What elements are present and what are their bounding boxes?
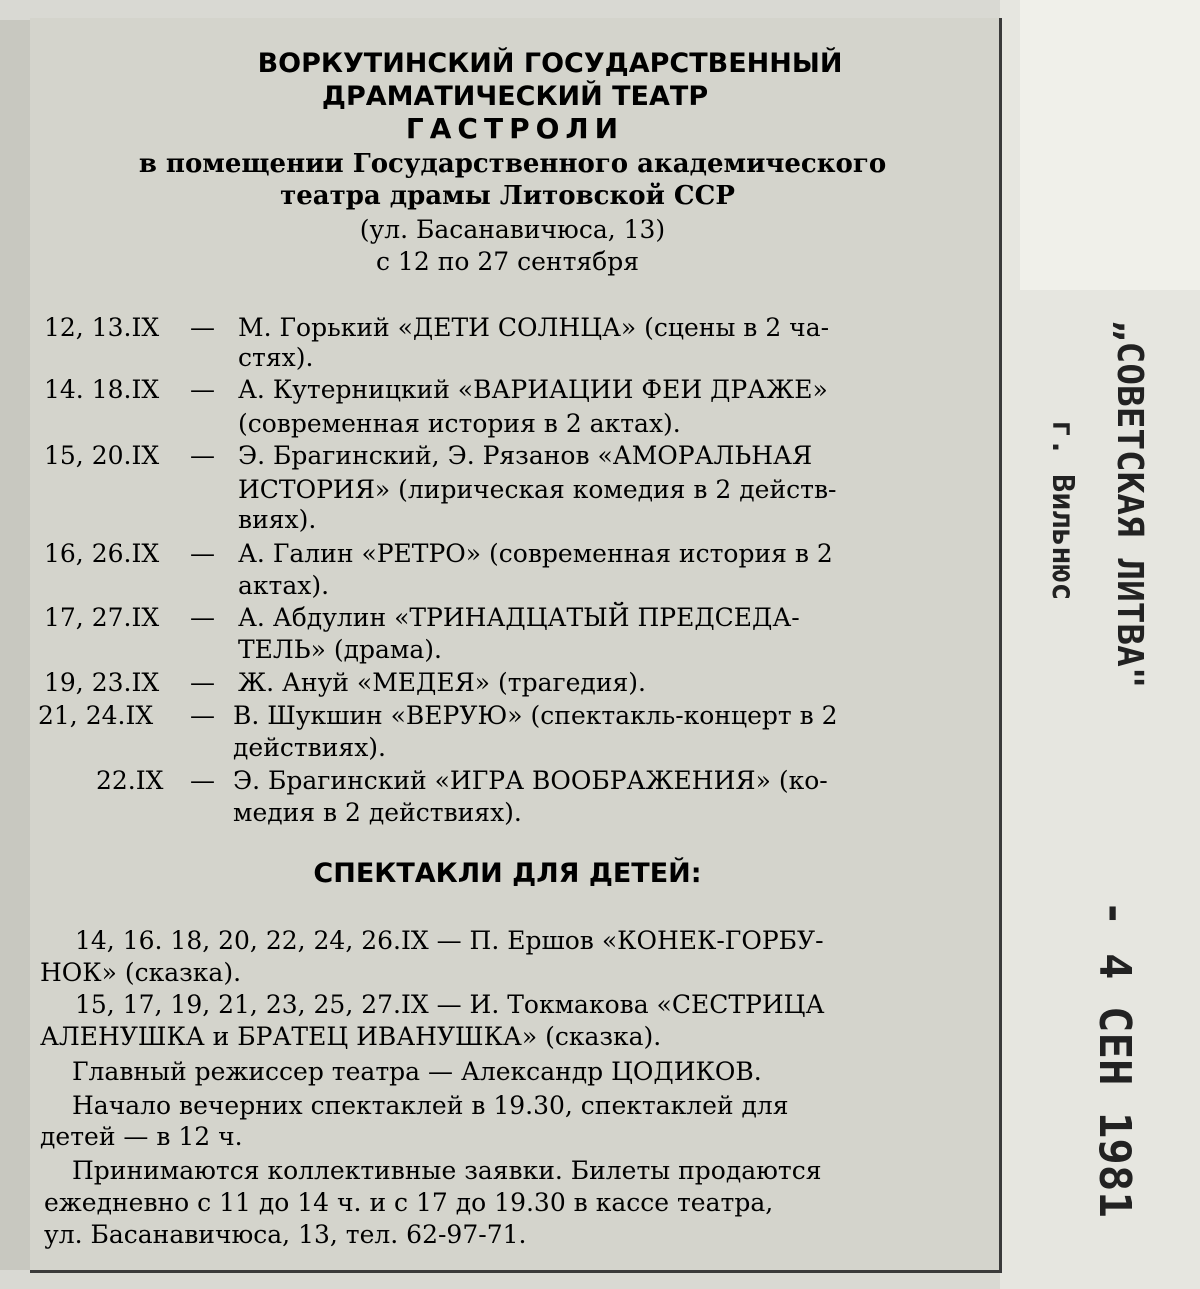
- start-time-line1: Начало вечерних спектаклей в 19.30, спектаклей для: [72, 1091, 789, 1120]
- header-title-1: ВОРКУТИНСКИЙ ГОСУДАРСТВЕННЫЙ: [257, 48, 843, 79]
- schedule-cont-7: действиях).: [233, 733, 386, 762]
- schedule-dash-6: —: [190, 668, 215, 697]
- header-venue-2: театра драмы Литовской ССР: [280, 181, 735, 211]
- children-show-2-line1: 15, 17, 19, 21, 23, 25, 27.IX — И. Токмакова «СЕСТРИЦА: [75, 990, 825, 1019]
- schedule-text-4: А. Галин «РЕТРО» (современная история в 2: [238, 539, 833, 568]
- schedule-text-8: Э. Брагинский «ИГРА ВООБРАЖЕНИЯ» (ко-: [233, 766, 828, 795]
- header-title-3: ГАСТРОЛИ: [405, 112, 625, 145]
- schedule-cont2-3: виях).: [238, 505, 317, 534]
- schedule-text-5: А. Абдулин «ТРИНАДЦАТЫЙ ПРЕДСЕДА-: [238, 603, 800, 632]
- schedule-dash-5: —: [190, 603, 215, 632]
- schedule-cont-2: (современная история в 2 актах).: [238, 409, 681, 438]
- schedule-dates-5: 17, 27.IX: [44, 603, 160, 632]
- schedule-dash-2: —: [190, 375, 215, 404]
- schedule-text-2: А. Кутерницкий «ВАРИАЦИИ ФЕИ ДРАЖЕ»: [238, 375, 828, 404]
- stamp-city: г. Вильнюс: [1045, 420, 1080, 601]
- schedule-dates-8: 22.IX: [96, 766, 164, 795]
- schedule-text-6: Ж. Ануй «МЕДЕЯ» (трагедия).: [238, 668, 646, 697]
- schedule-dates-1: 12, 13.IX: [44, 313, 160, 342]
- header-venue-1: в помещении Государственного академического: [138, 149, 887, 179]
- director-line: Главный режиссер театра — Александр ЦОДИКОВ.: [72, 1057, 762, 1086]
- schedule-text-3: Э. Брагинский, Э. Рязанов «АМОРАЛЬНАЯ: [238, 441, 813, 470]
- tickets-line3: ул. Басанавичюса, 13, тел. 62-97-71.: [44, 1220, 527, 1249]
- tickets-line2: ежедневно с 11 до 14 ч. и с 17 до 19.30 в кассе театра,: [44, 1188, 774, 1217]
- stamp-newspaper: „СОВЕТСКАЯ ЛИТВА": [1109, 320, 1150, 689]
- schedule-dates-7: 21, 24.IX: [38, 701, 154, 730]
- schedule-dash-1: —: [190, 313, 215, 342]
- stamp-date: - 4 СЕН 1981: [1089, 900, 1140, 1218]
- schedule-dates-3: 15, 20.IX: [44, 441, 160, 470]
- header-address: (ул. Басанавичюса, 13): [359, 215, 666, 244]
- schedule-dates-6: 19, 23.IX: [44, 668, 160, 697]
- schedule-dash-3: —: [190, 441, 215, 470]
- header-title-2: ДРАМАТИЧЕСКИЙ ТЕАТР: [321, 81, 709, 112]
- children-show-2-line2: АЛЕНУШКА и БРАТЕЦ ИВАНУШКА» (сказка).: [40, 1022, 662, 1051]
- schedule-dash-4: —: [190, 539, 215, 568]
- schedule-text-7: В. Шукшин «ВЕРУЮ» (спектакль-концерт в 2: [233, 701, 838, 730]
- start-time-line2: детей — в 12 ч.: [40, 1122, 243, 1151]
- schedule-cont-1: стях).: [238, 343, 314, 372]
- schedule-dates-2: 14. 18.IX: [44, 375, 160, 404]
- schedule-dash-7: —: [190, 701, 215, 730]
- header-dates: с 12 по 27 сентября: [375, 247, 639, 276]
- schedule-cont-8: медия в 2 действиях).: [233, 798, 522, 827]
- schedule-cont-4: актах).: [238, 571, 330, 600]
- children-show-1-line1: 14, 16. 18, 20, 22, 24, 26.IX — П. Ершов «КОНЕК-ГОРБУ-: [75, 926, 824, 955]
- schedule-text-1: М. Горький «ДЕТИ СОЛНЦА» (сцены в 2 ча-: [238, 313, 830, 342]
- torn-paper-edge: [1020, 0, 1200, 290]
- tickets-line1: Принимаются коллективные заявки. Билеты продаются: [72, 1156, 822, 1185]
- children-show-1-line2: НОК» (сказка).: [40, 958, 242, 987]
- children-heading: СПЕКТАКЛИ ДЛЯ ДЕТЕЙ:: [313, 858, 702, 889]
- schedule-dash-8: —: [190, 766, 215, 795]
- schedule-dates-4: 16, 26.IX: [44, 539, 160, 568]
- schedule-cont-5: ТЕЛЬ» (драма).: [238, 635, 442, 664]
- schedule-cont-3: ИСТОРИЯ» (лирическая комедия в 2 действ-: [238, 475, 837, 504]
